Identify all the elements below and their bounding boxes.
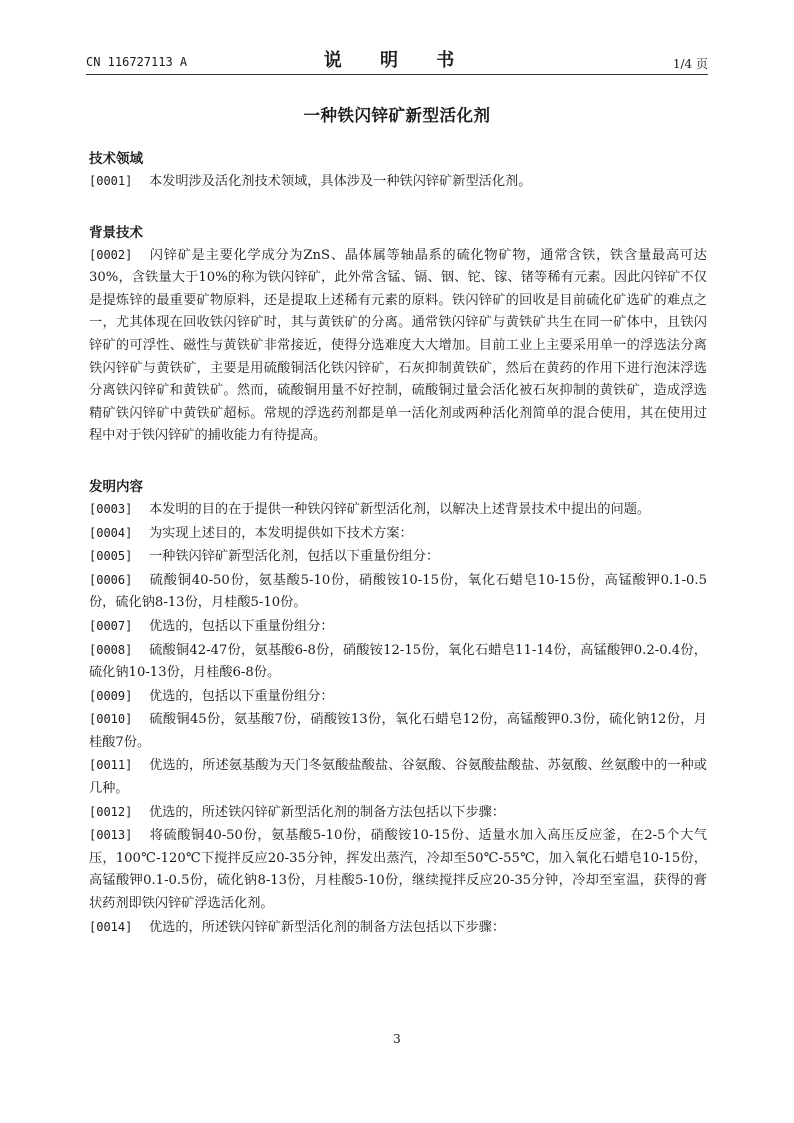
section-heading: 背景技术 xyxy=(89,224,143,241)
paragraph-number: [0014] xyxy=(89,919,133,934)
paragraph xyxy=(89,708,707,754)
paragraph-number: [0007] xyxy=(89,618,133,633)
section-heading: 发明内容 xyxy=(89,478,143,495)
paragraph xyxy=(89,522,707,546)
paragraph-text: 硫酸铜42-47份，氨基酸6-8份，硝酸铵12-15份，氧化石蜡皂11-14份，高锰酸钾0.2-0.4份，硫化钠10-13份，月桂酸6-8份。 xyxy=(89,642,707,681)
document-type: 说 明 书 xyxy=(323,50,471,71)
paragraph-text: 一种铁闪锌矿新型活化剂，包括以下重量份组分： xyxy=(149,549,440,565)
paragraph xyxy=(89,824,707,915)
paragraph xyxy=(89,615,707,639)
paragraph-text: 本发明涉及活化剂技术领域，具体涉及一种铁闪锌矿新型活化剂。 xyxy=(149,174,532,189)
document-title: 一种铁闪锌矿新型活化剂 xyxy=(303,106,491,125)
page-header xyxy=(86,46,708,72)
paragraph-text: 优选的，所述铁闪锌矿新型活化剂的制备方法包括以下步骤： xyxy=(149,804,506,820)
paragraph-number: [0011] xyxy=(89,758,133,773)
section-gap xyxy=(89,448,707,476)
paragraph xyxy=(89,916,707,940)
document-body xyxy=(89,148,707,939)
paragraph xyxy=(89,244,707,448)
page-count: 1/4 页 xyxy=(672,57,708,71)
paragraph xyxy=(89,545,707,569)
paragraph-text: 优选的，包括以下重量份组分： xyxy=(149,618,334,634)
paragraph-number: [0008] xyxy=(89,642,133,657)
paragraph xyxy=(89,170,707,194)
paragraph-text: 优选的，所述氨基酸为天门冬氨酸盐酸盐、谷氨酸、谷氨酸盐酸盐、苏氨酸、丝氨酸中的一种或几种。 xyxy=(89,758,707,797)
paragraph-number: [0001] xyxy=(89,174,133,188)
section-gap xyxy=(89,194,707,222)
paragraph xyxy=(89,801,707,825)
paragraph-text: 本发明的目的在于提供一种铁闪锌矿新型活化剂，以解决上述背景技术中提出的问题。 xyxy=(149,501,651,517)
paragraph-number: [0009] xyxy=(89,688,133,703)
paragraph-number: [0003] xyxy=(89,501,133,516)
paragraph-text: 优选的，所述铁闪锌矿新型活化剂的制备方法包括以下步骤： xyxy=(149,919,506,935)
paragraph-text: 将硫酸铜40-50份，氨基酸5-10份，硝酸铵10-15份、适量水加入高压反应釜，在2-5个大气压，100℃-120℃下搅拌反应20-35分钟，挥发出蒸汽，冷却至50℃-55℃，加入氧化石蜡皂10-15份，高锰酸钾0.1-0.5份，硫化钠8-13份，月桂酸5-10份，继续搅拌反应20-35分钟，冷却至室温，获得的膏状药剂即铁闪锌矿浮选活化剂。 xyxy=(89,828,707,912)
paragraph xyxy=(89,569,707,615)
paragraph-number: [0004] xyxy=(89,525,133,540)
paragraph-text: 为实现上述目的，本发明提供如下技术方案： xyxy=(149,525,413,541)
paragraph-text: 闪锌矿是主要化学成分为ZnS、晶体属等轴晶系的硫化物矿物，通常含铁，铁含量最高可达30%，含铁量大于10%的称为铁闪锌矿，此外常含锰、镉、铟、铊、镓、锗等稀有元素。因此闪锌矿不仅是提炼锌的最重要矿物原料，还是提取上述稀有元素的原料。铁闪锌矿的回收是目前硫化矿选矿的难点之一，尤其体现在回收铁闪锌矿时，其与黄铁矿的分离。通常铁闪锌矿与黄铁矿共生在同一矿体中，且铁闪锌矿的可浮性、磁性与黄铁矿非常接近，使得分选难度大大增加。目前工业上主要采用单一的浮选法分离铁闪锌矿与黄铁矿，主要是用硫酸铜活化铁闪锌矿，石灰抑制黄铁矿，然后在黄药的作用下进行泡沫浮选分离铁闪锌矿和黄铁矿。然而，硫酸铜用量不好控制，硫酸铜过量会活化被石灰抑制的黄铁矿，造成浮选精矿铁闪锌矿中黄铁矿超标。常规的浮选药剂都是单一活化剂或两种活化剂简单的混合使用，其在使用过程中对于铁闪锌矿的捕收能力有待提高。 xyxy=(89,247,707,444)
publication-number: CN 116727113 A xyxy=(86,55,188,69)
paragraph-number: [0005] xyxy=(89,549,133,564)
paragraph xyxy=(89,498,707,522)
paragraph-text: 优选的，包括以下重量份组分： xyxy=(149,688,334,704)
paragraph-number: [0012] xyxy=(89,804,133,819)
paragraph xyxy=(89,685,707,709)
paragraph xyxy=(89,639,707,685)
paragraph-number: [0006] xyxy=(89,572,133,587)
paragraph-number: [0002] xyxy=(89,247,133,262)
paragraph xyxy=(89,754,707,800)
header-rule xyxy=(86,74,708,75)
page-number: 3 xyxy=(393,1032,401,1046)
section-heading: 技术领域 xyxy=(89,151,143,167)
paragraph-number: [0010] xyxy=(89,712,133,727)
paragraph-text: 硫酸铜45份，氨基酸7份，硝酸铵13份，氧化石蜡皂12份，高锰酸钾0.3份，硫化钠12份，月桂酸7份。 xyxy=(89,712,707,750)
paragraph-number: [0013] xyxy=(89,828,133,843)
paragraph-text: 硫酸铜40-50份，氨基酸5-10份，硝酸铵10-15份，氧化石蜡皂10-15份，高锰酸钾0.1-0.5份，硫化钠8-13份，月桂酸5-10份。 xyxy=(89,572,707,611)
